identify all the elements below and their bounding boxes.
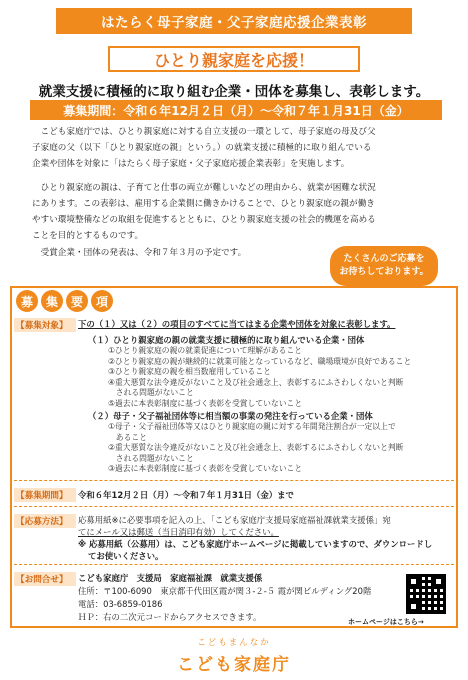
contact-phone: 電話：03-6859-0186 (78, 599, 163, 609)
intro-paragraph-1 (32, 124, 442, 172)
contact-org: こども家庭庁 支援局 家庭福祉課 就業支援係 (78, 573, 263, 583)
announcement-note: 受賞企業・団体の発表は、令和７年３月の予定です。 (40, 248, 247, 258)
target-section-2-title: （２）母子・父子福祉団体等に相当額の事業の発注を行っている企業・団体 (88, 411, 373, 421)
method-note: ※ 応募用紙（公募用）は、こども家庭庁ホームページに掲載していますので、ダウンロードし (78, 539, 433, 549)
contact-hp: ＨＰ：右の二次元コードからアクセスできます。 (78, 612, 262, 622)
intro-line: 子家庭の父（以下「ひとり親家庭の親」という。）の就業支援に積極的に取り組んでいる (32, 143, 372, 153)
list-item: ③過去に本表彰制度に基づく表彰を受賞していないこと (108, 464, 303, 473)
list-item: ⑤過去に本表彰制度に基づく表彰を受賞していないこと (108, 398, 303, 408)
target-section-1-title: （１）ひとり親家庭の親の就業支援に積極的に取り組んでいる企業・団体 (88, 335, 365, 345)
contact-address: 住所：〒100-6090 東京都千代田区霞が関３-２-５ 霞が関ビルディング20階 (78, 586, 372, 596)
qr-finder-icon (408, 601, 419, 612)
headline: 就業支援に積極的に取り組む企業・団体を募集し、表彰します。 (38, 84, 430, 100)
intro-line: こども家庭庁では、ひとり親家庭に対する自立支援の一環として、母子家庭の母及び父 (40, 127, 376, 137)
list-item: される問題がないこと (108, 388, 194, 397)
list-item: あること (108, 432, 147, 442)
method-text (78, 514, 432, 562)
intro-line: やすい環境整備などの取組を促進するとともに、ひとり親家庭支援の社会的機運を高める (32, 215, 376, 225)
qr-code-icon[interactable] (406, 574, 446, 614)
method-note: てお使いください。 (88, 551, 164, 561)
bubble-line: たくさんのご応募を (343, 254, 425, 264)
subtitle-banner: ひとり親家庭を応援！ (108, 46, 360, 72)
qr-caption: ホームページはこちら→ (348, 618, 424, 626)
contact-label: 【お問合せ】 (14, 572, 76, 586)
list-item: ②ひとり親家庭の親が継続的に就業可能となっているなど、職場環境が良好であること (108, 356, 412, 366)
section-divider (14, 506, 454, 507)
guidelines-title (16, 290, 113, 312)
intro-line: ことを目的とするものです。 (32, 231, 144, 241)
logo: こども家庭庁 (177, 655, 291, 675)
intro-paragraph-2 (32, 180, 442, 244)
intro-line: 企業や団体を対象に「はたらく母子家庭・父子家庭応援企業表彰」を実施します。 (32, 159, 350, 169)
title-char: 項 (91, 290, 113, 312)
target-section-2-list (108, 422, 403, 475)
target-label: 【募集対象】 (14, 318, 76, 332)
method-line: 応募用紙※に必要事項を記入の上、「こども家庭庁支援局家庭福祉課就業支援係」宛 (78, 515, 391, 525)
list-item: ②重大悪質な法令違反がないこと及び社会通念上、表彰するにふさわしくないと判断 (108, 443, 404, 452)
period-label: 【募集期間】 (14, 488, 76, 502)
title-char: 要 (66, 290, 88, 312)
intro-line: ひとり親家庭の親は、子育てと仕事の両立が難しいなどの理由から、就業が困難な状況 (40, 183, 376, 193)
target-lead: 下の（１）又は（２）の項目のすべてに当てはまる企業や団体を対象に表彰します。 (78, 319, 396, 329)
section-divider (14, 480, 454, 481)
title-char: 募 (16, 290, 38, 312)
top-banner: はたらく母子家庭・父子家庭応援企業表彰 (56, 8, 412, 34)
title-char: 集 (41, 290, 63, 312)
logo-tagline: こどもまんなか (197, 638, 271, 648)
intro-line: にあります。この表彰は、雇用する企業側に働きかけることで、ひとり親家庭の親が働き (32, 199, 375, 209)
period-text: 令和６年12月２日（月）～令和７年１月31日（金）まで (78, 490, 294, 500)
method-line: てにメール又は郵送（当日消印有効）してください。 (78, 527, 279, 537)
method-label: 【応募方法】 (14, 514, 76, 528)
section-divider (14, 564, 454, 565)
contact-text (78, 572, 371, 624)
list-item: ③ひとり親家庭の親を相当数雇用していること (108, 367, 271, 376)
list-item: ④重大悪質な法令違反がないこと及び社会通念上、表彰するにふさわしくないと判断 (108, 377, 404, 387)
bubble-line: お待ちしております。 (339, 267, 429, 277)
target-section-1-list (108, 346, 411, 409)
qr-finder-icon (408, 576, 419, 587)
list-item: される問題がないこと (108, 453, 194, 463)
list-item: ①ひとり親家庭の親の就業促進について理解があること (108, 346, 302, 355)
period-bar: 募集期間：令和６年12月２日（月）～令和７年１月31日（金） (30, 100, 442, 120)
speech-bubble (330, 246, 438, 286)
qr-finder-icon (433, 576, 444, 587)
list-item: ①母子・父子福祉団体等又はひとり親家庭の親に対する年間発注割合が一定以上で (108, 422, 396, 431)
